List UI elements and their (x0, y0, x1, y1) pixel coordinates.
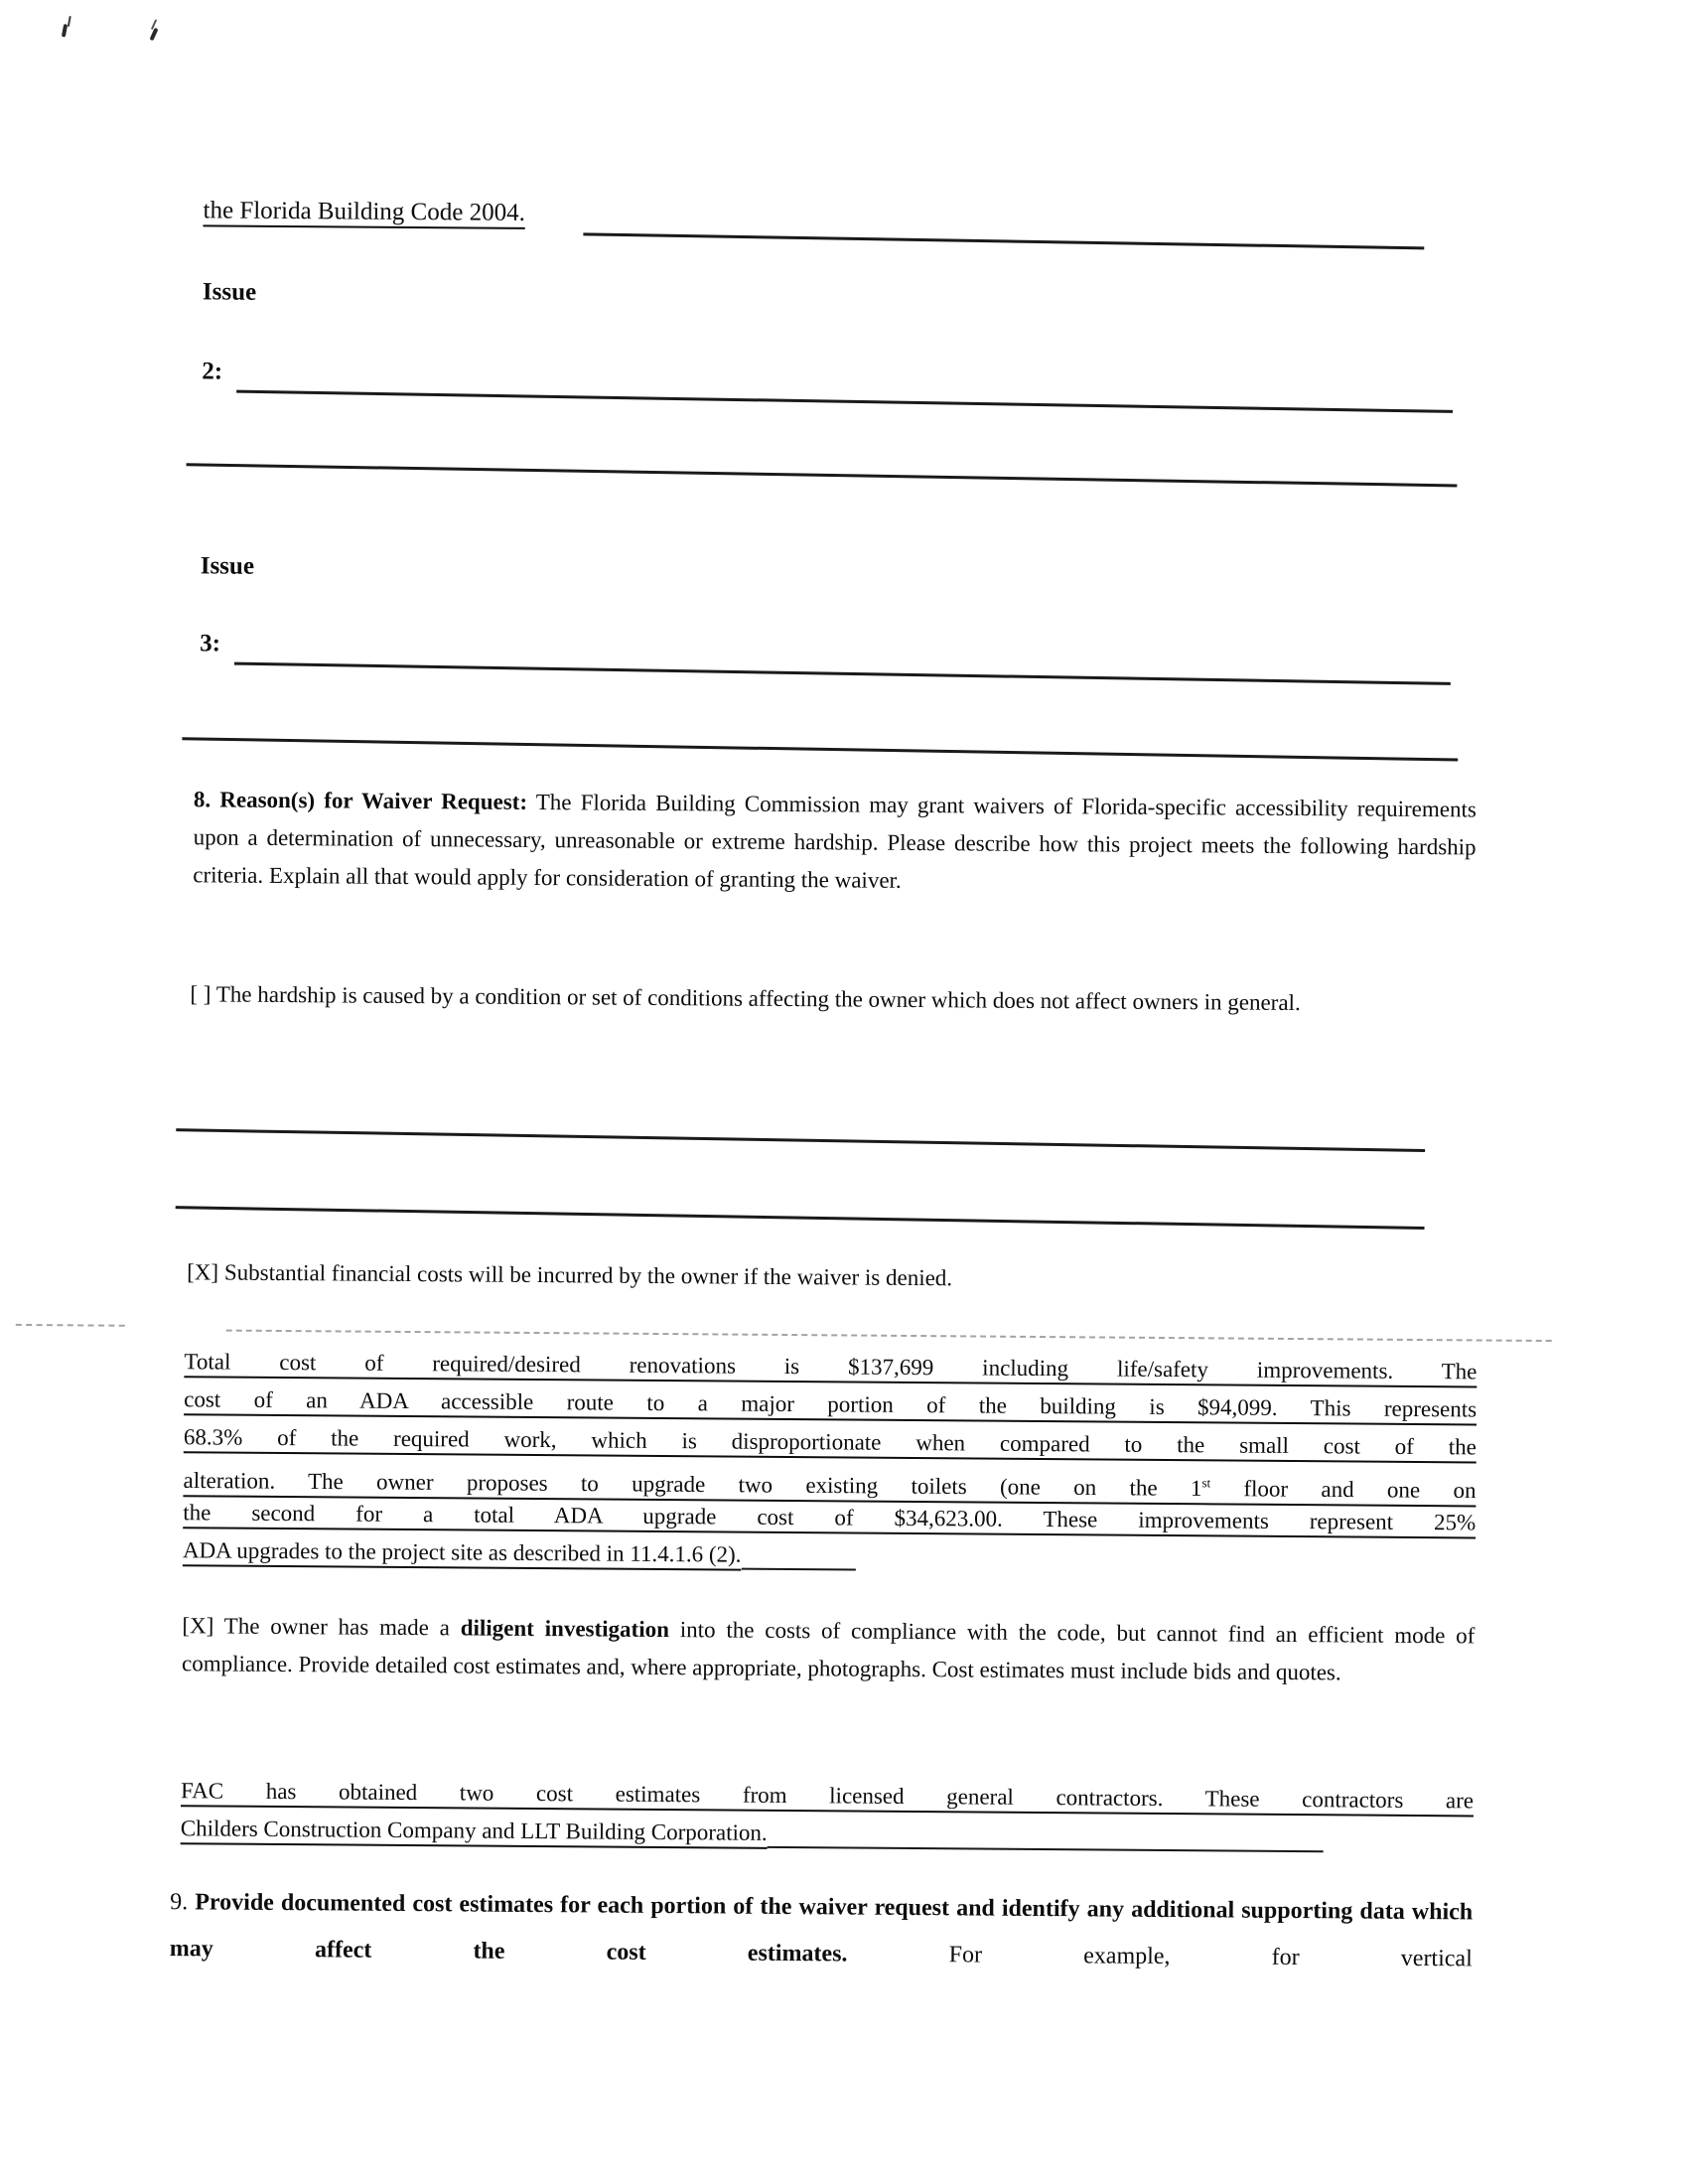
ink-speck-icon (149, 28, 158, 41)
financial-answer-line4-pre: alteration. The owner proposes to upgrade two existing toilets (one on the 1 (183, 1467, 1202, 1501)
criterion-hardship-text: The hardship is caused by a condition or set of conditions affecting the owner which does not affect owners in general. (211, 981, 1301, 1016)
issue-2-answer-line-1 (236, 390, 1453, 413)
section-9-number: 9. (170, 1889, 196, 1916)
ordinal-superscript: st (1201, 1475, 1211, 1491)
issue-3-heading: Issue (200, 552, 255, 580)
investigation-answer-line2-text: Childers Construction Company and LLT Building Corporation. (180, 1816, 768, 1845)
financial-answer-line: 68.3% of the required work, which is disproportionate when compared to the small cost of the (183, 1424, 1477, 1460)
issue-3-answer-line-2 (182, 737, 1458, 761)
section-9-continuation: For example, for vertical (847, 1941, 1473, 1972)
financial-answer-line4-post: floor and one on (1210, 1476, 1477, 1504)
criterion-investigation-post: into the costs of compliance with the code, but cannot find an efficient mode of compliance. Provide detailed cost estimates and, where appropriate, photographs. Cost estimates must include bids and quotes. (182, 1617, 1476, 1685)
underline-tail (741, 1568, 855, 1571)
financial-answer-line: cost of an ADA accessible route to a major portion of the building is $94,099. This represents (184, 1386, 1477, 1422)
issue-2-heading: Issue (202, 278, 257, 306)
code-reference-text: the Florida Building Code 2004. (203, 197, 525, 226)
underline-tail (768, 1846, 1324, 1852)
section-9-directive: Provide documented cost estimates for each portion of the waiver request and identify any additional supporting data which may affect the cost estimates. (169, 1889, 1474, 1967)
criterion-investigation-bold: diligent investigation (460, 1615, 670, 1643)
section-9-paragraph (170, 1879, 1474, 1982)
scan-artifact-dotted-line (226, 1330, 1552, 1342)
issue-2-number: 2: (202, 358, 223, 385)
criterion-financial-costs (187, 1253, 1477, 1301)
scan-artifact-dotted-line (16, 1324, 125, 1327)
issue-3-number: 3: (200, 630, 221, 657)
criterion-1-answer-line-2 (176, 1206, 1425, 1230)
issue-2-answer-line-2 (187, 463, 1458, 487)
financial-answer-line6-text: ADA upgrades to the project site as described in 11.4.1.6 (2). (182, 1537, 742, 1567)
financial-answer-line: the second for a total ADA upgrade cost of $34,623.00. These improvements represent 25% (183, 1500, 1477, 1535)
criterion-1-answer-line-1 (176, 1128, 1425, 1152)
investigation-answer-line: FAC has obtained two cost estimates from licensed general contractors. These contractors are (181, 1778, 1475, 1814)
investigation-answer-paragraph (181, 1772, 1475, 1857)
section-8-heading: 8. Reason(s) for Waiver Request: (193, 787, 528, 814)
criterion-diligent-investigation (182, 1607, 1476, 1692)
section-8-paragraph (193, 781, 1477, 904)
ink-speck-icon (62, 24, 68, 38)
code-reference-blank-line (583, 232, 1424, 249)
criterion-hardship-condition (190, 975, 1473, 1023)
checkbox-unchecked: [ ] (190, 981, 211, 1007)
issue-3-answer-line-1 (234, 662, 1451, 685)
criterion-financial-text: Substantial financial costs will be incurred by the owner if the waiver is denied. (218, 1259, 953, 1291)
criterion-investigation-pre: The owner has made a (213, 1613, 461, 1641)
financial-answer-paragraph (183, 1343, 1477, 1579)
checkbox-checked: [X] (187, 1259, 219, 1285)
section-8-body-text: The Florida Building Commission may grant waivers of Florida-specific accessibility requirements upon a determination of unnecessary, unreasonable or extreme hardship. Please describe how this project meets the following hardship criteria. Explain all that would apply for consideration of granting the waiver. (193, 789, 1477, 893)
financial-answer-line: Total cost of required/desired renovations is $137,699 including life/safety improvements. The (184, 1349, 1477, 1384)
code-reference-line (203, 197, 525, 227)
checkbox-checked: [X] (182, 1613, 214, 1639)
